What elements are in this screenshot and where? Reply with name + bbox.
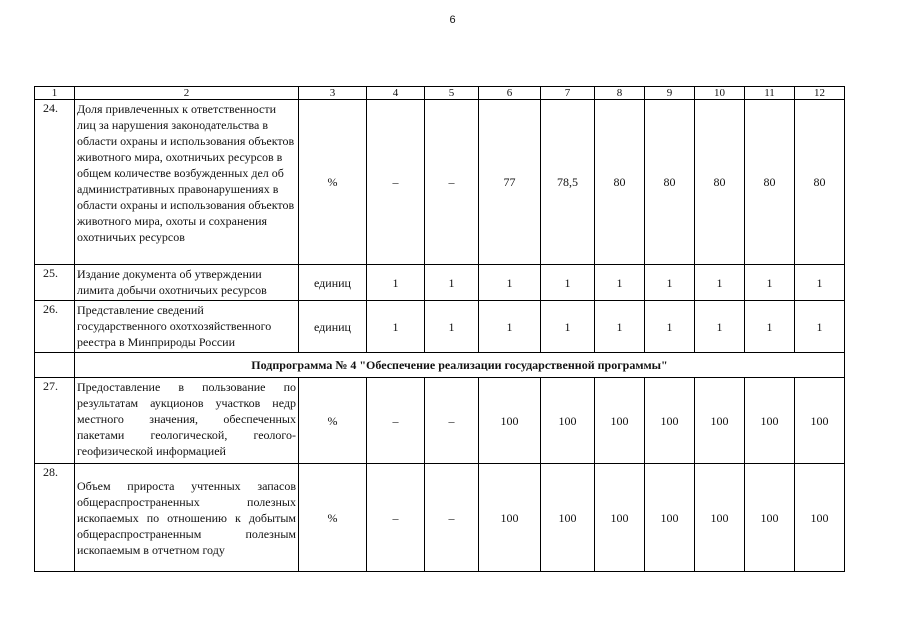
value-cell: 1: [745, 265, 795, 301]
value-cell: –: [367, 464, 425, 572]
row-number: 26.: [35, 301, 75, 353]
unit-cell: %: [299, 100, 367, 265]
row-number: 27.: [35, 378, 75, 464]
value-cell: 1: [367, 301, 425, 353]
table-row: [35, 378, 845, 464]
header-cell: 3: [299, 87, 367, 100]
value-cell: 100: [541, 464, 595, 572]
header-cell: 2: [75, 87, 299, 100]
subprogram-title: Подпрограмма № 4 "Обеспечение реализации государственной программы": [75, 353, 845, 378]
row-number: 28.: [35, 464, 75, 572]
value-cell: 100: [479, 378, 541, 464]
indicators-table: [34, 86, 845, 572]
header-cell: 12: [795, 87, 845, 100]
value-cell: 1: [425, 265, 479, 301]
subprogram-row: [35, 353, 845, 378]
value-cell: 1: [645, 301, 695, 353]
unit-cell: %: [299, 464, 367, 572]
value-cell: –: [367, 100, 425, 265]
row-number: 25.: [35, 265, 75, 301]
table-row: [35, 100, 845, 265]
value-cell: 1: [745, 301, 795, 353]
value-cell: 100: [745, 378, 795, 464]
value-cell: 100: [695, 464, 745, 572]
value-cell: 1: [479, 301, 541, 353]
value-cell: 100: [795, 464, 845, 572]
value-cell: 100: [745, 464, 795, 572]
value-cell: 100: [479, 464, 541, 572]
value-cell: 100: [645, 378, 695, 464]
value-cell: 100: [645, 464, 695, 572]
value-cell: 1: [595, 301, 645, 353]
value-cell: 80: [595, 100, 645, 265]
value-cell: 1: [695, 265, 745, 301]
unit-cell: единиц: [299, 301, 367, 353]
header-cell: 8: [595, 87, 645, 100]
indicator-name: Представление сведений государственного охотхозяйственного реестра в Минприроды России: [75, 301, 299, 353]
empty-cell: [35, 353, 75, 378]
value-cell: –: [425, 464, 479, 572]
header-cell: 6: [479, 87, 541, 100]
header-cell: 5: [425, 87, 479, 100]
indicator-name: Предоставление в пользование по результатам аукционов участков недр местного значения, обеспеченных пакетами геологической, геолого-геофизической информацией: [75, 378, 299, 464]
value-cell: 1: [479, 265, 541, 301]
unit-cell: %: [299, 378, 367, 464]
value-cell: 1: [425, 301, 479, 353]
header-cell: 11: [745, 87, 795, 100]
value-cell: 100: [695, 378, 745, 464]
value-cell: 80: [695, 100, 745, 265]
value-cell: 1: [541, 265, 595, 301]
indicator-name: Объем прироста учтенных запасов общераспространенных полезных ископаемых по отношению к добытым общераспространенным полезным ископаемым в отчетном году: [75, 464, 299, 572]
value-cell: 1: [645, 265, 695, 301]
value-cell: 1: [595, 265, 645, 301]
value-cell: –: [425, 378, 479, 464]
value-cell: –: [367, 378, 425, 464]
header-cell: 4: [367, 87, 425, 100]
indicator-name: Издание документа об утверждении лимита добычи охотничьих ресурсов: [75, 265, 299, 301]
header-row: [35, 87, 845, 100]
value-cell: 100: [595, 378, 645, 464]
indicator-name: Доля привлеченных к ответственности лиц за нарушения законодательства в области охраны и использования объектов животного мира, охотничьих ресурсов в общем количестве возбужденных дел об административных правонарушениях в области охраны и использования объектов животного мира, охоты и сохранения охотничьих ресурсов: [75, 100, 299, 265]
header-cell: 1: [35, 87, 75, 100]
value-cell: 1: [695, 301, 745, 353]
header-cell: 9: [645, 87, 695, 100]
header-cell: 10: [695, 87, 745, 100]
value-cell: 1: [541, 301, 595, 353]
value-cell: 80: [795, 100, 845, 265]
value-cell: 1: [795, 301, 845, 353]
value-cell: 80: [645, 100, 695, 265]
value-cell: 100: [541, 378, 595, 464]
value-cell: 77: [479, 100, 541, 265]
table-row: [35, 265, 845, 301]
value-cell: 1: [367, 265, 425, 301]
value-cell: 100: [595, 464, 645, 572]
value-cell: 78,5: [541, 100, 595, 265]
value-cell: –: [425, 100, 479, 265]
page-number: 6: [449, 14, 456, 26]
value-cell: 1: [795, 265, 845, 301]
header-cell: 7: [541, 87, 595, 100]
value-cell: 80: [745, 100, 795, 265]
table-row: [35, 301, 845, 353]
row-number: 24.: [35, 100, 75, 265]
value-cell: 100: [795, 378, 845, 464]
unit-cell: единиц: [299, 265, 367, 301]
table-row: [35, 464, 845, 572]
